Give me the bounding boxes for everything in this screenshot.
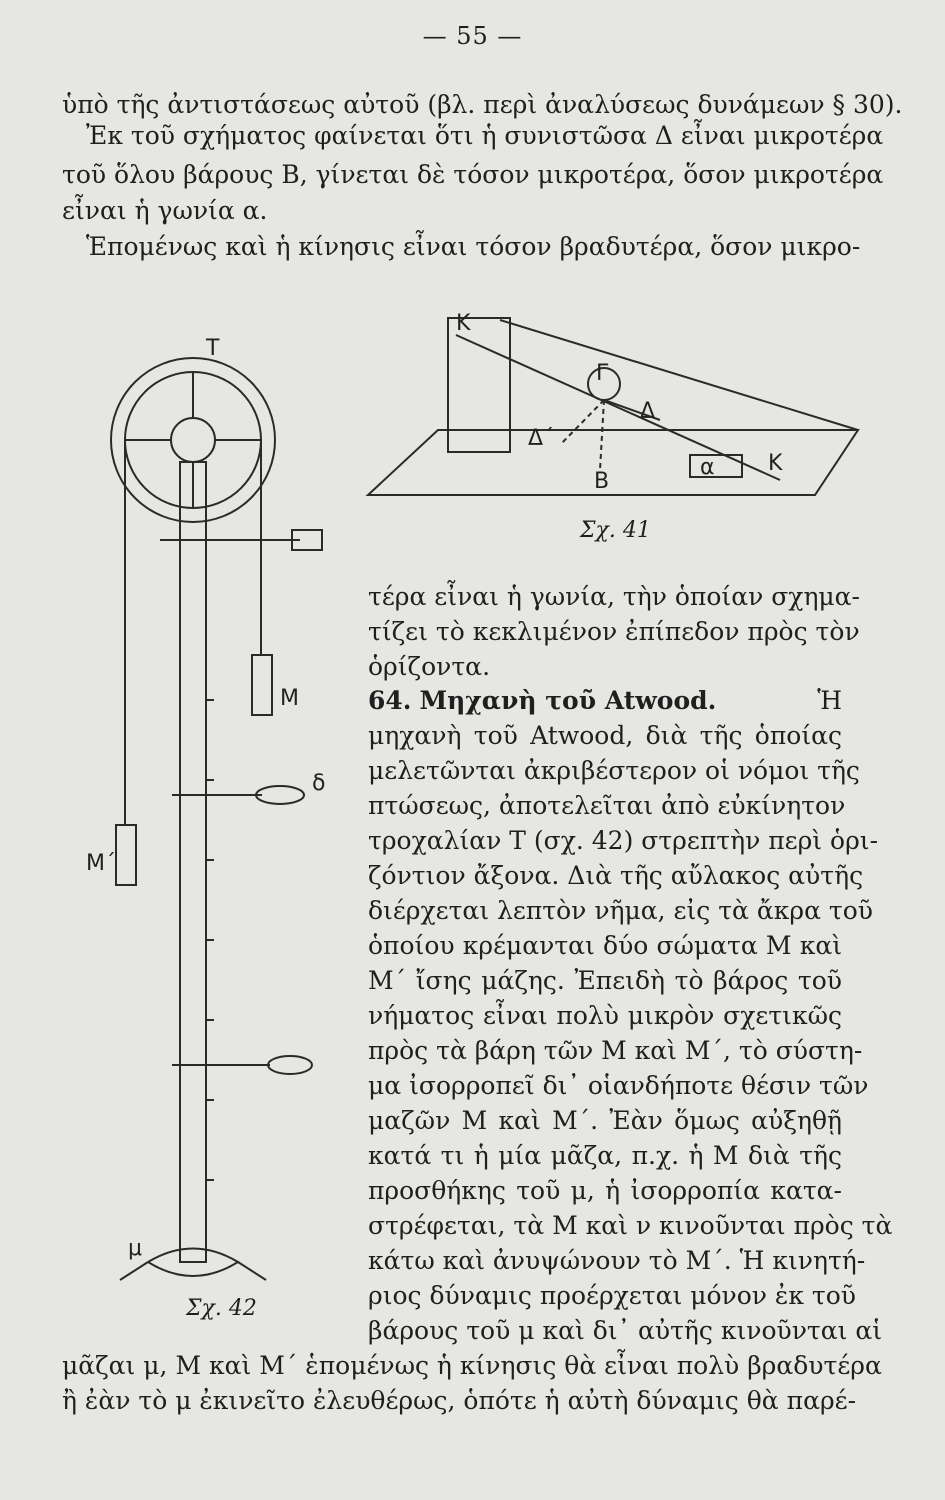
mass-m — [252, 655, 272, 715]
label-mu: μ — [128, 1236, 142, 1261]
label-k-top: K — [456, 311, 471, 336]
text-line: Ἑπομένως καὶ ἡ κίνησις εἶναι τόσον βραδυτέρα, ὅσον μικρο- — [86, 232, 861, 261]
text-line: πτώσεως, ἀποτελεῖται ἀπὸ εὐκίνητον — [368, 791, 846, 820]
label-s: δ — [312, 771, 326, 796]
label-m: M — [280, 686, 299, 711]
text-line: κατά τι ἡ μία μᾶζα, π.χ. ἡ Μ διὰ τῆς — [368, 1141, 842, 1170]
text-line: εἶναι ἡ γωνία α. — [62, 196, 268, 225]
vertical-column — [180, 462, 206, 1262]
ring-platform — [256, 786, 304, 804]
mass-m-prime — [116, 825, 136, 885]
section-number: 64. — [368, 686, 412, 715]
text-line: ζόντιον ἄξονα. Διὰ τῆς αὔλακος αὐτῆς — [368, 861, 864, 890]
text-line: μᾶζαι μ, Μ καὶ Μ΄ ἑπομένως ἡ κίνησις θὰ εἶναι πολὺ βραδυτέρα — [62, 1351, 882, 1380]
text-line: ριος δύναμις προέρχεται μόνον ἐκ τοῦ — [368, 1281, 856, 1310]
text-line: διέρχεται λεπτὸν νῆμα, εἰς τὰ ἄκρα τοῦ — [368, 896, 873, 925]
text-line: νήματος εἶναι πολὺ μικρὸν σχετικῶς — [368, 1001, 842, 1030]
label-alpha: α — [700, 455, 715, 480]
text-line: μα ἰσορροπεῖ δι᾿ οἱανδήποτε θέσιν τῶν — [368, 1071, 869, 1100]
label-t: T — [206, 336, 220, 361]
label-m-prime: M΄ — [86, 851, 116, 876]
label-k-right: K — [768, 451, 783, 476]
text-line: τροχαλίαν Τ (σχ. 42) στρεπτὴν περὶ ὁρι- — [368, 826, 879, 855]
text-line: προσθήκης τοῦ μ, ἡ ἰσορροπία κατα- — [368, 1176, 842, 1205]
text-line: ἢ ἐὰν τὸ μ ἐκινεῖτο ἐλευθέρως, ὁπότε ἡ αὐτὴ δύναμις θὰ παρέ- — [62, 1386, 857, 1415]
label-d2: Δ΄ — [528, 426, 555, 451]
text-line: μελετῶνται ἀκριβέστερον οἱ νόμοι τῆς — [368, 756, 860, 785]
stop-platform — [268, 1056, 312, 1074]
text-line: τοῦ ὅλου βάρους Β, γίνεται δὲ τόσον μικροτέρα, ὅσον μικροτέρα — [62, 160, 884, 189]
figure-42-caption: Σχ. 42 — [186, 1296, 257, 1321]
text-line: τίζει τὸ κεκλιμένον ἐπίπεδον πρὸς τὸν — [368, 617, 860, 646]
figure-41-caption: Σχ. 41 — [580, 518, 651, 543]
text-line: τέρα εἶναι ἡ γωνία, τὴν ὁποίαν σχημα- — [368, 582, 861, 611]
pulley-hub — [171, 418, 215, 462]
text-line: στρέφεται, τὰ Μ καὶ ν κινοῦνται πρὸς τὰ — [368, 1211, 893, 1240]
label-d: Δ — [640, 399, 656, 424]
text-line: βάρους τοῦ μ καὶ δι᾿ αὐτῆς κινοῦνται αἱ — [368, 1316, 883, 1345]
page-number: — 55 — — [422, 22, 523, 50]
heading-line-rest: Ἡ — [817, 686, 842, 715]
section-heading — [368, 686, 842, 716]
text-line: Μ΄ ἴσης μάζης. Ἐπειδὴ τὸ βάρος τοῦ — [368, 966, 842, 995]
text-line: κάτω καὶ ἀνυψώνουν τὸ Μ΄. Ἡ κινητή- — [368, 1246, 866, 1275]
section-title: Μηχανὴ τοῦ Atwood. — [419, 686, 717, 715]
text-line: ὑπὸ τῆς ἀντιστάσεως αὐτοῦ (βλ. περὶ ἀναλύσεως δυνάμεων § 30). — [62, 90, 903, 119]
text-line: ὁρίζοντα. — [368, 652, 491, 681]
text-line: Ἐκ τοῦ σχήματος φαίνεται ὅτι ἡ συνιστῶσα Δ εἶναι μικροτέρα — [86, 121, 884, 150]
text-line: ὁποίου κρέμανται δύο σώματα Μ καὶ — [368, 931, 842, 960]
label-g: Γ — [596, 361, 609, 386]
text-line: μαζῶν Μ καὶ Μ΄. Ἐὰν ὅμως αὐξηθῇ — [368, 1106, 842, 1135]
text-line: πρὸς τὰ βάρη τῶν Μ καὶ Μ΄, τὸ σύστη- — [368, 1036, 863, 1065]
label-b: B — [594, 469, 610, 494]
text-line: μηχανὴ τοῦ Atwood, διὰ τῆς ὁποίας — [368, 721, 842, 750]
